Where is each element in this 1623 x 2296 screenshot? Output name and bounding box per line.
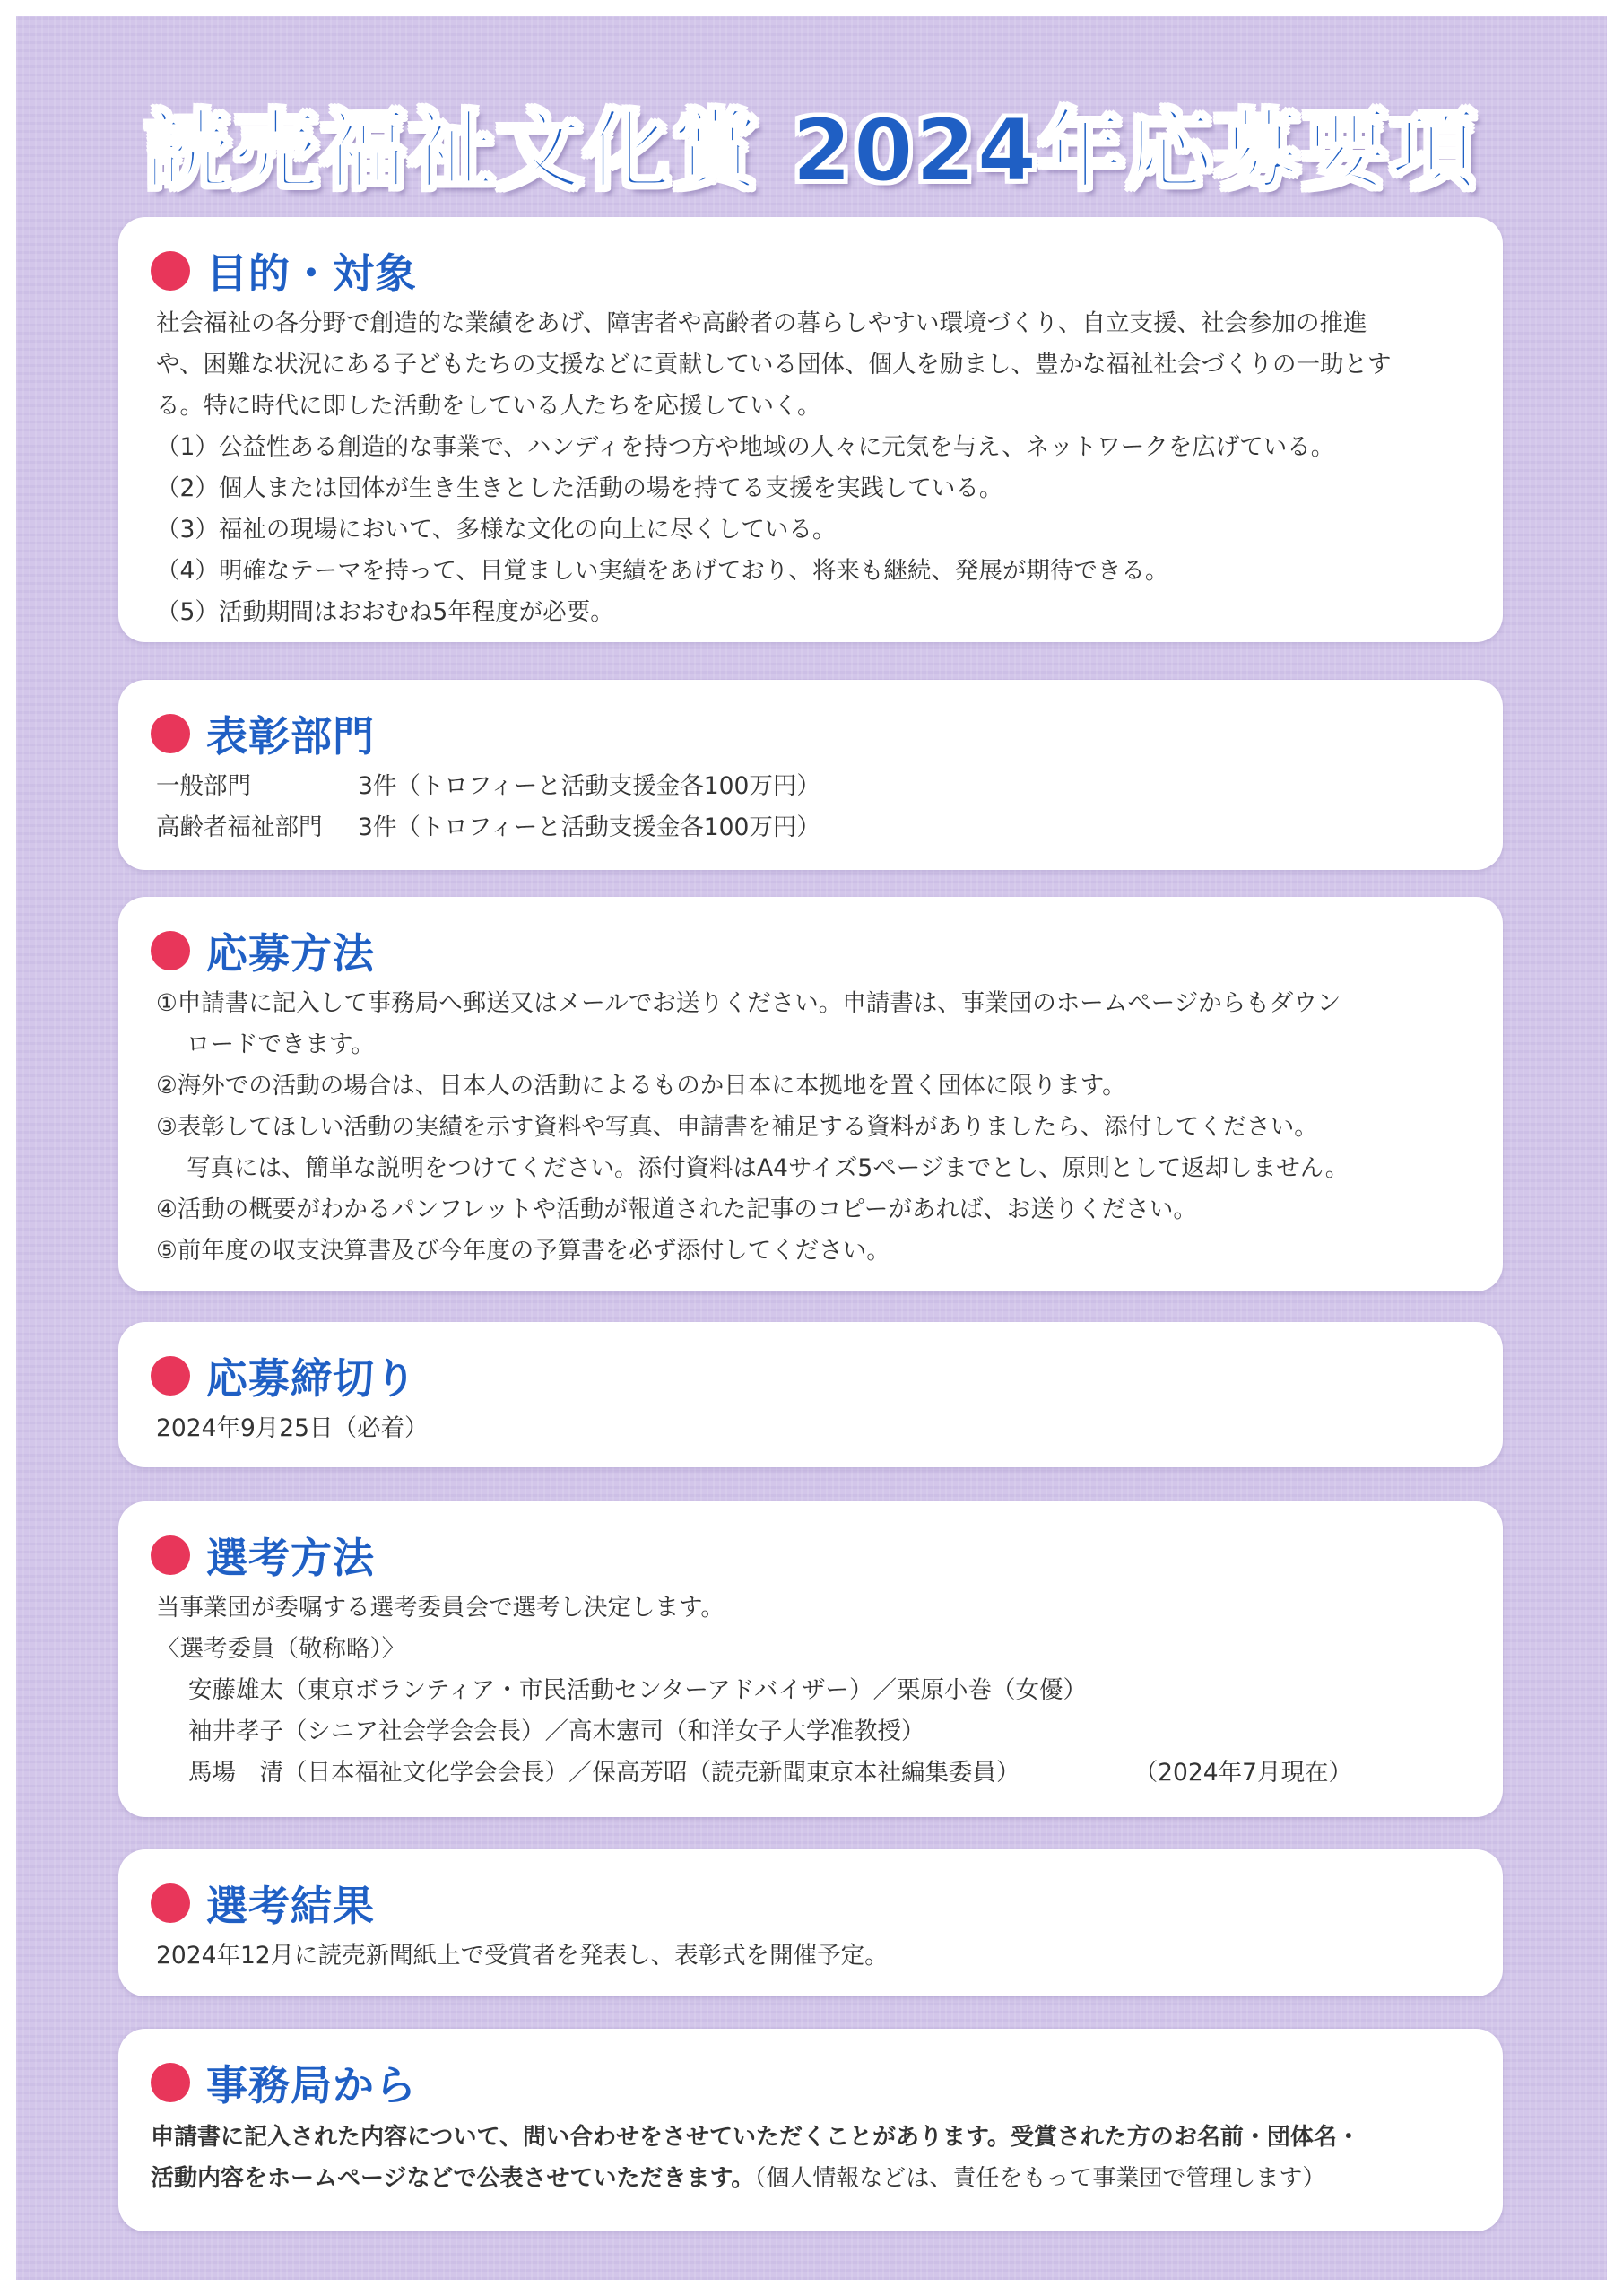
office-body [151, 2117, 1471, 2199]
deadline-date: 2024年9月25日（必着） [156, 1414, 429, 1442]
as-of-date: （2024年7月現在） [1133, 1759, 1352, 1787]
bullet-dot-icon [151, 2063, 190, 2102]
deadline-title: 応募締切り [206, 1354, 417, 1403]
result-text: 2024年12月に読売新聞紙上で受賞者を発表し、表彰式を開催予定。 [156, 1942, 889, 1970]
purpose-heading [151, 244, 417, 298]
apply-item: ④活動の概要がわかるパンフレットや活動が報道された記事のコピーがあれば、お送りください。 [156, 1196, 1197, 1223]
purpose-line: 社会福祉の各分野で創造的な業績をあげ、障害者や高齢者の暮らしやすい環境づくり、自立支援、社会参加の推進 [156, 309, 1367, 337]
purpose-criterion: （2）個人または団体が生き生きとした活動の場を持てる支援を実践している。 [156, 474, 1003, 502]
member-line: 馬場 清（日本福祉文化学会会長）／保高芳昭（読売新聞東京本社編集委員） [188, 1759, 1020, 1787]
apply-heading [151, 924, 375, 978]
selection-heading [151, 1528, 375, 1582]
apply-item-continued: 写真には、簡単な説明をつけてください。添付資料はA4サイズ5ページまでとし、原則として返却しません。 [187, 1154, 1350, 1182]
member-line: 安藤雄太（東京ボランティア・市民活動センターアドバイザー）／栗原小巻（女優） [188, 1676, 1087, 1704]
bullet-dot-icon [151, 1356, 190, 1396]
award-row [156, 807, 1471, 848]
awards-title: 表彰部門 [206, 712, 375, 761]
purpose-line: る。特に時代に即した活動をしている人たちを応援していく。 [156, 392, 821, 420]
office-notice-bold: 活動内容をホームページなどで公表させていただきます。 [151, 2165, 755, 2192]
purpose-line: や、困難な状況にある子どもたちの支援などに貢献している団体、個人を励まし、豊かな福祉社会づくりの一助とす [156, 351, 1392, 378]
result-heading [151, 1876, 375, 1930]
bullet-dot-icon [151, 1883, 190, 1923]
office-notice-line: 申請書に記入された内容について、問い合わせをさせていただくことがあります。受賞された方のお名前・団体名・ [151, 2124, 1360, 2151]
deadline-body [156, 1408, 1471, 1449]
apply-item: ⑤前年度の収支決算書及び今年度の予算書を必ず添付してください。 [156, 1237, 890, 1265]
purpose-title: 目的・対象 [206, 249, 417, 298]
members-label: 〈選考委員（敬称略）〉 [156, 1635, 406, 1663]
selection-body [156, 1587, 1471, 1794]
member-line-last [156, 1752, 1471, 1794]
awards-heading [151, 707, 375, 761]
purpose-criterion: （1）公益性ある創造的な事業で、ハンディを持つ方や地域の人々に元気を与え、ネットワークを広げている。 [156, 433, 1335, 461]
award-category: 高齢者福祉部門 [156, 813, 323, 841]
deadline-heading [151, 1349, 417, 1403]
result-body [156, 1935, 1471, 1977]
bullet-dot-icon [151, 714, 190, 753]
deadline-section [118, 1322, 1503, 1467]
apply-item-continued: ロードできます。 [187, 1031, 375, 1058]
bullet-dot-icon [151, 1535, 190, 1575]
selection-title: 選考方法 [206, 1534, 375, 1582]
award-detail: 3件（トロフィーと活動支援金各100万円） [358, 813, 820, 841]
apply-item: ①申請書に記入して事務局へ郵送又はメールでお送りください。申請書は、事業団のホームページからもダウン [156, 989, 1341, 1017]
purpose-section [118, 217, 1503, 642]
member-line: 袖井孝子（シニア社会学会会長）／高木憲司（和洋女子大学准教授） [188, 1718, 925, 1745]
office-notice-note: （個人情報などは、責任をもって事業団で管理します） [754, 2165, 1326, 2192]
bullet-dot-icon [151, 251, 190, 291]
selection-section [118, 1501, 1503, 1817]
office-title: 事務局から [206, 2061, 417, 2109]
apply-title: 応募方法 [206, 929, 375, 978]
office-heading [151, 2056, 417, 2109]
purpose-criterion: （5）活動期間はおおむね5年程度が必要。 [156, 598, 614, 626]
award-detail: 3件（トロフィーと活動支援金各100万円） [358, 772, 820, 800]
office-section [118, 2029, 1503, 2231]
office-notice-line [151, 2158, 1471, 2199]
result-title: 選考結果 [206, 1882, 375, 1930]
page-title: 読売福祉文化賞 2024年応募要項 [144, 100, 1479, 201]
selection-intro: 当事業団が委嘱する選考委員会で選考し決定します。 [156, 1594, 725, 1622]
bullet-dot-icon [151, 931, 190, 970]
award-category: 一般部門 [156, 772, 251, 800]
members-list [156, 1670, 1471, 1794]
awards-body [156, 766, 1471, 848]
purpose-criterion: （4）明確なテーマを持って、目覚ましい実績をあげており、将来も継続、発展が期待できる。 [156, 557, 1169, 585]
awards-section [118, 680, 1503, 870]
apply-item: ③表彰してほしい活動の実績を示す資料や写真、申請書を補足する資料がありましたら、添付してください。 [156, 1113, 1318, 1141]
purpose-body [156, 303, 1471, 633]
apply-section [118, 897, 1503, 1292]
apply-item: ②海外での活動の場合は、日本人の活動によるものか日本に本拠地を置く団体に限ります。 [156, 1072, 1126, 1100]
apply-body [156, 983, 1471, 1272]
result-section [118, 1849, 1503, 1996]
purpose-criterion: （3）福祉の現場において、多様な文化の向上に尽くしている。 [156, 516, 837, 544]
award-row [156, 766, 1471, 807]
